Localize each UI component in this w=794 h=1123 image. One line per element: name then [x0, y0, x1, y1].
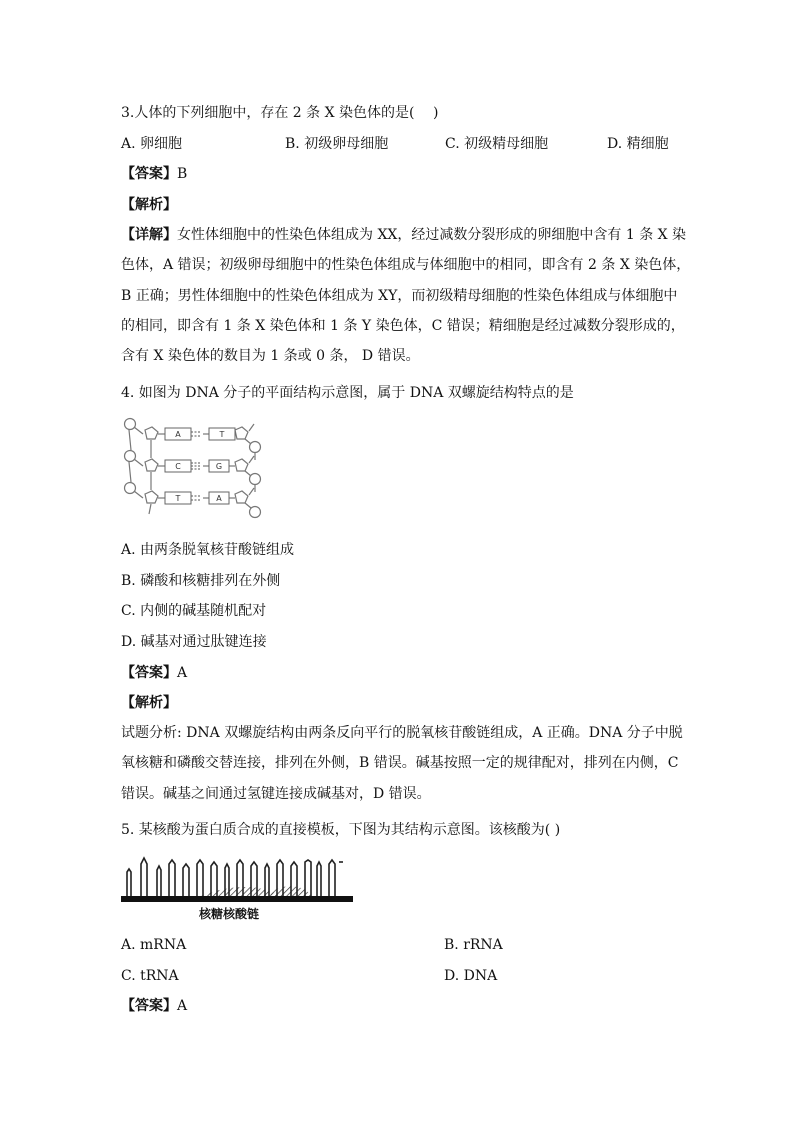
detail-line-2: 色体，A 错误；初级卵母细胞中的性染色体组成与体细胞中的相同，即含有 2 条 X 染色体， [121, 257, 691, 274]
analysis-line-3: 错误。碱基之间通过氢键连接成碱基对，D 错误。 [121, 785, 431, 802]
analysis-line-1: 试题分析: DNA 双螺旋结构由两条反向平行的脱氧核苷酸链组成，A 正确。DNA 分子中脱 [121, 725, 683, 741]
q4-stem: 4. 如图为 DNA 分子的平面结构示意图，属于 DNA 双螺旋结构特点的是 [121, 385, 574, 401]
rna-structure-figure [121, 852, 353, 924]
answer-tag: 【答案】 [121, 166, 177, 182]
rna-chain-label: 核糖核酸链 [199, 907, 260, 921]
detail-tag: 【详解】 [121, 227, 177, 243]
q4-analysis-tag: 【解析】 [121, 695, 177, 711]
q4-option-a: A. 由两条脱氧核苷酸链组成 [121, 542, 295, 558]
q5-option-a: A. mRNA [121, 937, 187, 953]
detail-line-3: B 正确；男性体细胞中的性染色体组成为 XY，而初级精母细胞的性染色体组成与体细胞中 [121, 287, 678, 304]
q3-analysis-tag: 【解析】 [121, 197, 177, 213]
q3-option-b: B. 初级卵母细胞 [285, 136, 389, 152]
q4-analysis [121, 718, 683, 809]
q5-option-c: C. tRNA [121, 968, 179, 984]
q5-option-d: D. DNA [444, 968, 498, 984]
q5-answer [121, 996, 187, 1016]
detail-line-1: 【详解】女性体细胞中的性染色体组成为 XX，经过减数分裂形成的卵细胞中含有 1 条 X 染 [121, 227, 687, 243]
base-left-2: C [175, 462, 181, 471]
base-left-1: A [175, 430, 181, 439]
q4-option-d: D. 碱基对通过肽键连接 [121, 634, 267, 650]
q3-option-c: C. 初级精母细胞 [445, 136, 549, 152]
q5-option-b: B. rRNA [444, 937, 503, 953]
answer-tag: 【答案】 [121, 665, 177, 681]
q5-stem: 5. 某核酸为蛋白质合成的直接模板，下图为其结构示意图。该核酸为( ) [121, 822, 561, 838]
q4-answer [121, 663, 187, 683]
q3-detail [121, 220, 691, 371]
base-right-2: G [215, 462, 223, 471]
dna-structure-figure [121, 412, 267, 522]
base-right-1: T [219, 430, 225, 439]
q3-answer [121, 164, 187, 184]
q3-stem: 3.人体的下列细胞中，存在 2 条 X 染色体的是( ) [121, 105, 439, 121]
base-right-3: A [216, 494, 222, 503]
q3-option-d: D. 精细胞 [607, 136, 669, 152]
q4-option-c: C. 内侧的碱基随机配对 [121, 603, 267, 619]
detail-line-4: 的相同，即含有 1 条 X 染色体和 1 条 Y 染色体，C 错误；精细胞是经过减数分裂形成的， [121, 317, 685, 334]
analysis-line-2: 氧核糖和磷酸交替连接，排列在外侧，B 错误。碱基按照一定的规律配对，排列在内侧，C [121, 755, 679, 772]
answer-value: B [177, 166, 188, 182]
answer-tag: 【答案】 [121, 998, 177, 1014]
detail-line-5: 含有 X 染色体的数目为 1 条或 0 条， D 错误。 [121, 348, 420, 365]
q4-option-b: B. 磷酸和核糖排列在外侧 [121, 573, 281, 589]
q3-option-a: A. 卵细胞 [121, 136, 183, 152]
base-left-3: T [175, 494, 181, 503]
answer-value: A [177, 665, 188, 681]
answer-value: A [177, 998, 188, 1014]
